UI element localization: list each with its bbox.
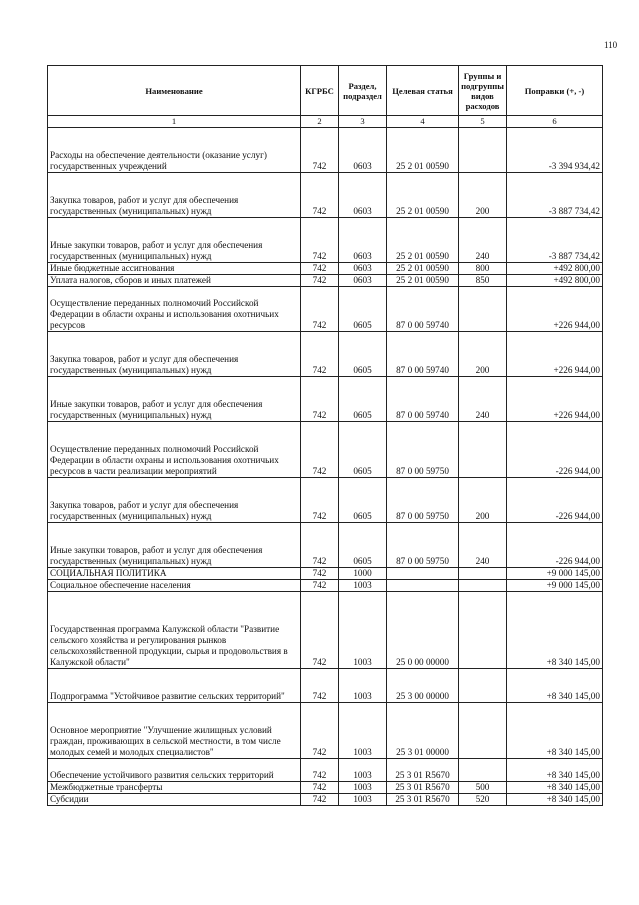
row-target: 25 3 01 R5670 xyxy=(387,794,459,806)
budget-amendments-table xyxy=(47,65,603,806)
column-number: 5 xyxy=(459,116,507,128)
row-target: 25 3 01 R5670 xyxy=(387,759,459,782)
row-kgrbs: 742 xyxy=(301,128,339,173)
row-target: 25 2 01 00590 xyxy=(387,218,459,263)
row-name: Иные закупки товаров, работ и услуг для обеспечения государственных (муниципальных) нужд xyxy=(48,377,301,422)
table-row xyxy=(48,703,603,759)
row-amount: +226 944,00 xyxy=(507,332,603,377)
row-target xyxy=(387,568,459,580)
table-row xyxy=(48,592,603,669)
header-name: Наименование xyxy=(48,66,301,116)
row-group: 240 xyxy=(459,377,507,422)
row-kgrbs: 742 xyxy=(301,794,339,806)
row-target: 25 2 01 00590 xyxy=(387,128,459,173)
row-kgrbs: 742 xyxy=(301,263,339,275)
row-kgrbs: 742 xyxy=(301,580,339,592)
table-row xyxy=(48,794,603,806)
row-group xyxy=(459,128,507,173)
table-row xyxy=(48,523,603,568)
table-row xyxy=(48,782,603,794)
row-group xyxy=(459,422,507,478)
row-group: 200 xyxy=(459,478,507,523)
row-group xyxy=(459,759,507,782)
row-amount: -3 887 734,42 xyxy=(507,218,603,263)
row-amount: -226 944,00 xyxy=(507,422,603,478)
row-section: 0605 xyxy=(339,377,387,422)
row-amount: -226 944,00 xyxy=(507,523,603,568)
table-row xyxy=(48,128,603,173)
row-kgrbs: 742 xyxy=(301,287,339,332)
row-target: 25 3 01 R5670 xyxy=(387,782,459,794)
row-kgrbs: 742 xyxy=(301,332,339,377)
row-group: 200 xyxy=(459,173,507,218)
page-number: 110 xyxy=(604,40,618,50)
row-section: 1003 xyxy=(339,669,387,703)
row-name: Расходы на обеспечение деятельности (оказание услуг) государственных учреждений xyxy=(48,128,301,173)
header-target: Целевая статья xyxy=(387,66,459,116)
row-name: Межбюджетные трансферты xyxy=(48,782,301,794)
row-kgrbs: 742 xyxy=(301,782,339,794)
row-amount: +8 340 145,00 xyxy=(507,669,603,703)
row-section: 1003 xyxy=(339,794,387,806)
row-amount: -226 944,00 xyxy=(507,478,603,523)
row-target: 87 0 00 59750 xyxy=(387,478,459,523)
table-row xyxy=(48,173,603,218)
row-section: 1000 xyxy=(339,568,387,580)
row-kgrbs: 742 xyxy=(301,568,339,580)
row-target: 87 0 00 59740 xyxy=(387,332,459,377)
row-amount: +492 800,00 xyxy=(507,263,603,275)
column-number: 1 xyxy=(48,116,301,128)
row-section: 0605 xyxy=(339,422,387,478)
row-group xyxy=(459,703,507,759)
row-name: Закупка товаров, работ и услуг для обеспечения государственных (муниципальных) нужд xyxy=(48,173,301,218)
row-kgrbs: 742 xyxy=(301,478,339,523)
row-section: 0603 xyxy=(339,128,387,173)
column-number-row xyxy=(48,116,603,128)
header-amendments: Поправки (+, -) xyxy=(507,66,603,116)
row-group: 240 xyxy=(459,218,507,263)
row-group: 800 xyxy=(459,263,507,275)
row-target: 25 0 00 00000 xyxy=(387,592,459,669)
header-groups: Группы и подгруппы видов расходов xyxy=(459,66,507,116)
row-amount: +9 000 145,00 xyxy=(507,580,603,592)
row-group: 520 xyxy=(459,794,507,806)
row-group: 240 xyxy=(459,523,507,568)
header-row xyxy=(48,66,603,116)
row-target: 25 2 01 00590 xyxy=(387,263,459,275)
row-name: Осуществление переданных полномочий Российской Федерации в области охраны и использования охотничьих ресурсов в части реализации мероприятий xyxy=(48,422,301,478)
row-group xyxy=(459,580,507,592)
row-name: Закупка товаров, работ и услуг для обеспечения государственных (муниципальных) нужд xyxy=(48,332,301,377)
row-amount: +9 000 145,00 xyxy=(507,568,603,580)
row-name: Закупка товаров, работ и услуг для обеспечения государственных (муниципальных) нужд xyxy=(48,478,301,523)
row-name: Обеспечение устойчивого развития сельских территорий xyxy=(48,759,301,782)
row-target: 25 2 01 00590 xyxy=(387,173,459,218)
row-section: 1003 xyxy=(339,759,387,782)
row-target: 25 2 01 00590 xyxy=(387,275,459,287)
row-name: Подпрограмма "Устойчивое развитие сельских территорий" xyxy=(48,669,301,703)
column-number: 3 xyxy=(339,116,387,128)
row-section: 0603 xyxy=(339,263,387,275)
row-kgrbs: 742 xyxy=(301,703,339,759)
row-amount: +226 944,00 xyxy=(507,377,603,422)
row-group xyxy=(459,592,507,669)
row-kgrbs: 742 xyxy=(301,669,339,703)
row-name: Осуществление переданных полномочий Российской Федерации в области охраны и использования охотничьих ресурсов xyxy=(48,287,301,332)
row-name: СОЦИАЛЬНАЯ ПОЛИТИКА xyxy=(48,568,301,580)
table-row xyxy=(48,759,603,782)
row-kgrbs: 742 xyxy=(301,592,339,669)
row-name: Основное мероприятие "Улучшение жилищных условий граждан, проживающих в сельской местности, в том числе молодых семей и молодых специалистов" xyxy=(48,703,301,759)
row-section: 1003 xyxy=(339,703,387,759)
row-amount: +492 800,00 xyxy=(507,275,603,287)
row-target: 25 3 00 00000 xyxy=(387,669,459,703)
row-amount: +8 340 145,00 xyxy=(507,794,603,806)
row-section: 0603 xyxy=(339,173,387,218)
row-kgrbs: 742 xyxy=(301,759,339,782)
table-row xyxy=(48,669,603,703)
row-name: Иные бюджетные ассигнования xyxy=(48,263,301,275)
row-section: 0603 xyxy=(339,218,387,263)
row-group: 500 xyxy=(459,782,507,794)
row-name: Социальное обеспечение населения xyxy=(48,580,301,592)
row-section: 1003 xyxy=(339,592,387,669)
row-name: Иные закупки товаров, работ и услуг для обеспечения государственных (муниципальных) нужд xyxy=(48,218,301,263)
row-amount: +8 340 145,00 xyxy=(507,703,603,759)
row-section: 0603 xyxy=(339,275,387,287)
row-name: Иные закупки товаров, работ и услуг для обеспечения государственных (муниципальных) нужд xyxy=(48,523,301,568)
row-amount: +8 340 145,00 xyxy=(507,592,603,669)
row-target: 87 0 00 59750 xyxy=(387,422,459,478)
header-section: Раздел, подраздел xyxy=(339,66,387,116)
row-kgrbs: 742 xyxy=(301,218,339,263)
table-row xyxy=(48,263,603,275)
table-row xyxy=(48,332,603,377)
row-group xyxy=(459,568,507,580)
row-amount: +226 944,00 xyxy=(507,287,603,332)
row-group: 850 xyxy=(459,275,507,287)
row-group: 200 xyxy=(459,332,507,377)
table-row xyxy=(48,218,603,263)
table-row xyxy=(48,377,603,422)
row-amount: +8 340 145,00 xyxy=(507,782,603,794)
row-group xyxy=(459,669,507,703)
table-row xyxy=(48,275,603,287)
row-section: 0605 xyxy=(339,287,387,332)
table-row xyxy=(48,287,603,332)
row-amount: -3 394 934,42 xyxy=(507,128,603,173)
row-kgrbs: 742 xyxy=(301,523,339,568)
row-target: 87 0 00 59740 xyxy=(387,377,459,422)
row-target xyxy=(387,580,459,592)
row-section: 1003 xyxy=(339,782,387,794)
row-section: 0605 xyxy=(339,523,387,568)
row-amount: +8 340 145,00 xyxy=(507,759,603,782)
row-kgrbs: 742 xyxy=(301,275,339,287)
row-name: Уплата налогов, сборов и иных платежей xyxy=(48,275,301,287)
column-number: 4 xyxy=(387,116,459,128)
row-kgrbs: 742 xyxy=(301,422,339,478)
column-number: 6 xyxy=(507,116,603,128)
row-section: 0605 xyxy=(339,332,387,377)
table-row xyxy=(48,580,603,592)
column-number: 2 xyxy=(301,116,339,128)
row-section: 0605 xyxy=(339,478,387,523)
row-section: 1003 xyxy=(339,580,387,592)
row-amount: -3 887 734,42 xyxy=(507,173,603,218)
row-target: 87 0 00 59750 xyxy=(387,523,459,568)
table-row xyxy=(48,478,603,523)
table-row xyxy=(48,422,603,478)
row-kgrbs: 742 xyxy=(301,173,339,218)
row-target: 87 0 00 59740 xyxy=(387,287,459,332)
row-group xyxy=(459,287,507,332)
table-row xyxy=(48,568,603,580)
row-name: Государственная программа Калужской области "Развитие сельского хозяйства и регулирования рынков сельскохозяйственной продукции, сырья и продовольствия в Калужской области" xyxy=(48,592,301,669)
row-kgrbs: 742 xyxy=(301,377,339,422)
row-target: 25 3 01 00000 xyxy=(387,703,459,759)
row-name: Субсидии xyxy=(48,794,301,806)
header-kgrbs: КГРБС xyxy=(301,66,339,116)
